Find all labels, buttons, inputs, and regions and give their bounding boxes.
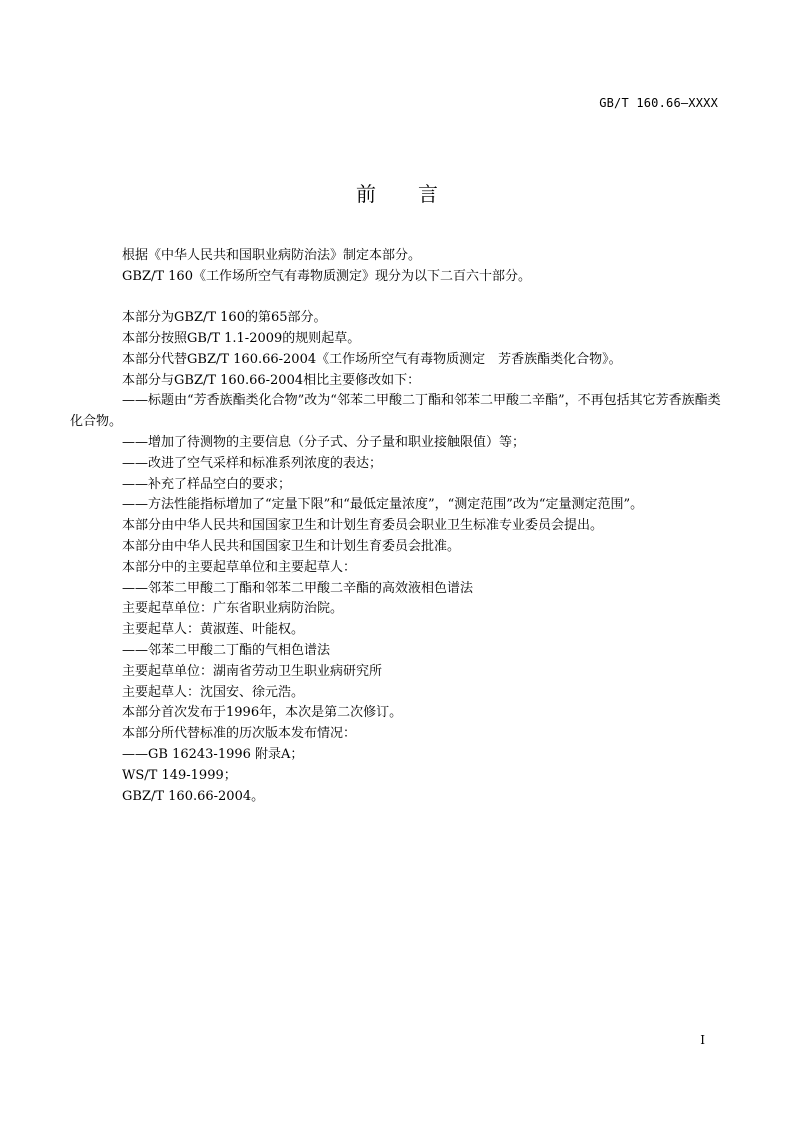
paragraph: ——标题由“芳香族酯类化合物”改为“邻苯二甲酸二丁酯和邻苯二甲酸二辛酯”，不再包括其它芳香族酯类化合物。 [70, 393, 721, 430]
paragraph: 本部分与GBZ/T 160.66-2004相比主要修改如下： [122, 372, 421, 388]
paragraph: ——改进了空气采样和标准系列浓度的表达； [122, 455, 383, 471]
paragraph: ——增加了待测物的主要信息（分子式、分子量和职业接触限值）等； [122, 434, 526, 450]
paragraph: ——方法性能指标增加了“定量下限”和“最低定量浓度”，“测定范围”改为“定量测定范围”。 [122, 497, 644, 513]
paragraph: GBZ/T 160.66-2004。 [122, 788, 265, 804]
paragraph: 本部分代替GBZ/T 160.66-2004《工作场所空气有毒物质测定 芳香族酯类化合物》。 [122, 351, 622, 367]
paragraph: 本部分中的主要起草单位和主要起草人： [122, 559, 357, 575]
paragraph: ——邻苯二甲酸二丁酯的气相色谱法 [122, 642, 331, 658]
paragraph: GBZ/T 160《工作场所空气有毒物质测定》现分为以下二百六十部分。 [122, 268, 531, 284]
page-title [0, 178, 794, 207]
blank-line [96, 288, 726, 309]
paragraph: 主要起草单位：湖南省劳动卫生职业病研究所 [122, 663, 383, 679]
page-number: I [700, 1033, 705, 1047]
paragraph: ——GB 16243-1996 附录A； [122, 746, 304, 762]
title-char-2: 言 [418, 182, 438, 206]
paragraph: 本部分为GBZ/T 160的第65部分。 [122, 310, 327, 326]
paragraph: 本部分首次发布于1996年，本次是第二次修订。 [122, 705, 403, 721]
paragraph: 根据《中华人民共和国职业病防治法》制定本部分。 [122, 248, 422, 263]
foreword-body [70, 246, 726, 807]
paragraph: 主要起草人：黄淑莲、叶能权。 [122, 622, 305, 638]
paragraph: 主要起草人：沈国安、徐元浩。 [122, 684, 305, 700]
paragraph: 本部分所代替标准的历次版本发布情况： [122, 726, 357, 742]
paragraph: ——邻苯二甲酸二丁酯和邻苯二甲酸二辛酯的高效液相色谱法 [122, 580, 474, 596]
paragraph: WS/T 149-1999； [122, 767, 237, 783]
paragraph: 本部分按照GB/T 1.1-2009的规则起草。 [122, 330, 361, 346]
standard-code: GB/T 160.66—XXXX [599, 96, 718, 110]
paragraph: ——补充了样品空白的要求； [122, 476, 292, 492]
title-char-1: 前 [356, 182, 376, 206]
paragraph: 主要起草单位：广东省职业病防治院。 [122, 601, 344, 617]
paragraph: 本部分由中华人民共和国国家卫生和计划生育委员会职业卫生标准专业委员会提出。 [122, 518, 604, 534]
paragraph: 本部分由中华人民共和国国家卫生和计划生育委员会批准。 [122, 538, 461, 554]
